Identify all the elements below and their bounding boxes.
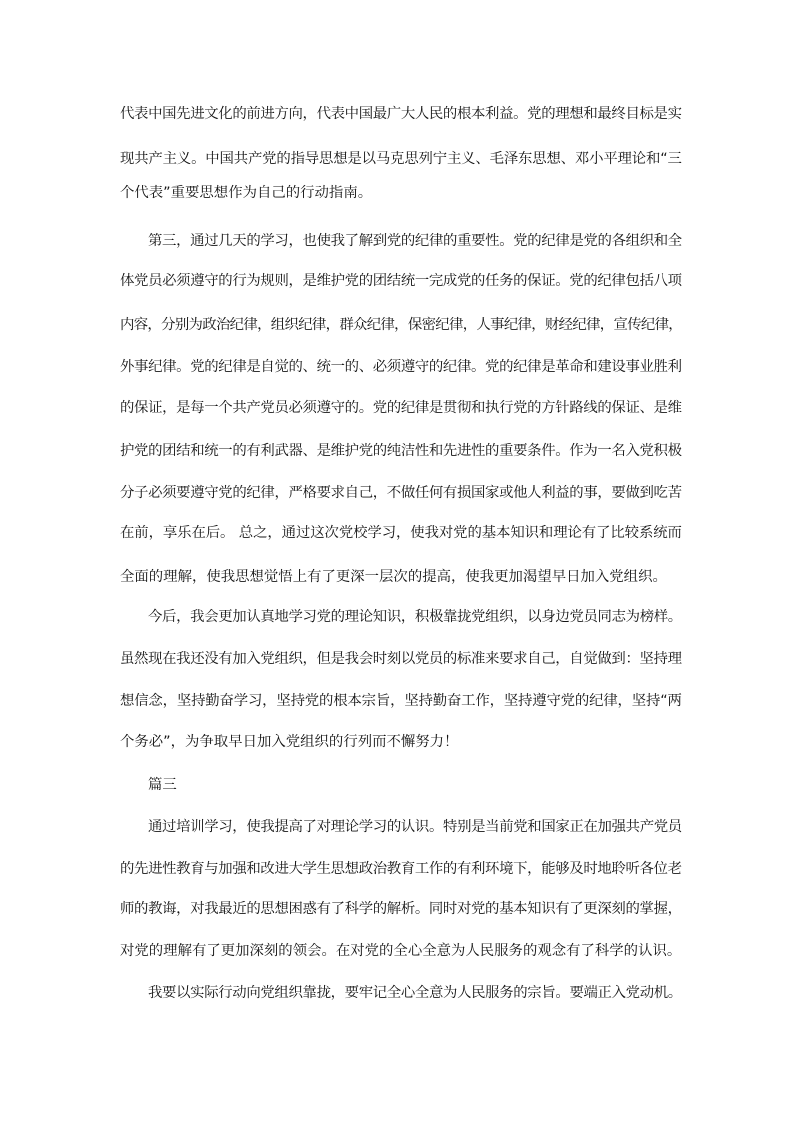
body-text-line: 想信念，坚持勤奋学习，坚持党的根本宗旨，坚持勤奋工作，坚持遵守党的纪律，坚持“两 [120, 693, 682, 709]
body-text-line: 我要以实际行动向党组织靠拢，要牢记全心全意为人民服务的宗旨。要端正入党动机。 [148, 985, 682, 1001]
body-text-line: 通过培训学习，使我提高了对理论学习的认识。特别是当前党和国家正在加强共产党员 [148, 819, 682, 835]
body-text-line: 全面的理解，使我思想觉悟上有了更深一层次的提高，使我更加渴望早日加入党组织。 [120, 569, 667, 585]
body-text-line: 今后，我会更加认真地学习党的理论知识，积极靠拢党组织，以身边党员同志为榜样。 [148, 609, 682, 625]
section-heading: 篇三 [148, 777, 177, 793]
body-text-line: 在前，享乐在后。 总之，通过这次党校学习，使我对党的基本知识和理论有了比较系统而 [120, 525, 682, 541]
body-text-line: 分子必须要遵守党的纪律，严格要求自己，不做任何有损国家或他人利益的事，要做到吃苦 [120, 485, 682, 501]
body-text-line: 护党的团结和统一的有利武器、是维护党的纯洁性和先进性的重要条件。作为一名入党积极 [120, 443, 682, 459]
body-text-line: 的保证，是每一个共产党员必须遵守的。党的纪律是贯彻和执行党的方针路线的保证、是维 [120, 400, 682, 416]
body-text-line: 虽然现在我还没有加入党组织，但是我会时刻以党员的标准来要求自己，自觉做到：坚持理 [120, 651, 682, 667]
body-text-line: 体党员必须遵守的行为规则，是维护党的团结统一完成党的任务的保证。党的纪律包括八项 [120, 273, 682, 289]
body-text-line: 对党的理解有了更加深刻的领会。在对党的全心全意为人民服务的观念有了科学的认识。 [120, 943, 682, 959]
body-text-line: 师的教诲，对我最近的思想困惑有了科学的解析。同时对党的基本知识有了更深刻的掌握， [120, 901, 682, 917]
body-text-line: 内容，分别为政治纪律，组织纪律，群众纪律，保密纪律，人事纪律，财经纪律，宣传纪律， [120, 317, 683, 333]
body-text-line: 的先进性教育与加强和改进大学生思想政治教育工作的有利环境下，能够及时地聆听各位老 [120, 861, 682, 877]
body-text-line: 外事纪律。党的纪律是自觉的、统一的、必须遵守的纪律。党的纪律是革命和建设事业胜利 [120, 359, 682, 375]
body-text-line: 个务必”，为争取早日加入党组织的行列而不懈努力！ [120, 734, 459, 750]
body-text-line: 现共产主义。中国共产党的指导思想是以马克思列宁主义、毛泽东思想、邓小平理论和“三 [120, 151, 682, 167]
body-text-line: 个代表”重要思想作为自己的行动指南。 [120, 185, 373, 201]
body-text-line: 第三，通过几天的学习，也使我了解到党的纪律的重要性。党的纪律是党的各组织和全 [148, 233, 682, 249]
body-text-line: 代表中国先进文化的前进方向，代表中国最广大人民的根本利益。党的理想和最终目标是实 [120, 106, 682, 122]
